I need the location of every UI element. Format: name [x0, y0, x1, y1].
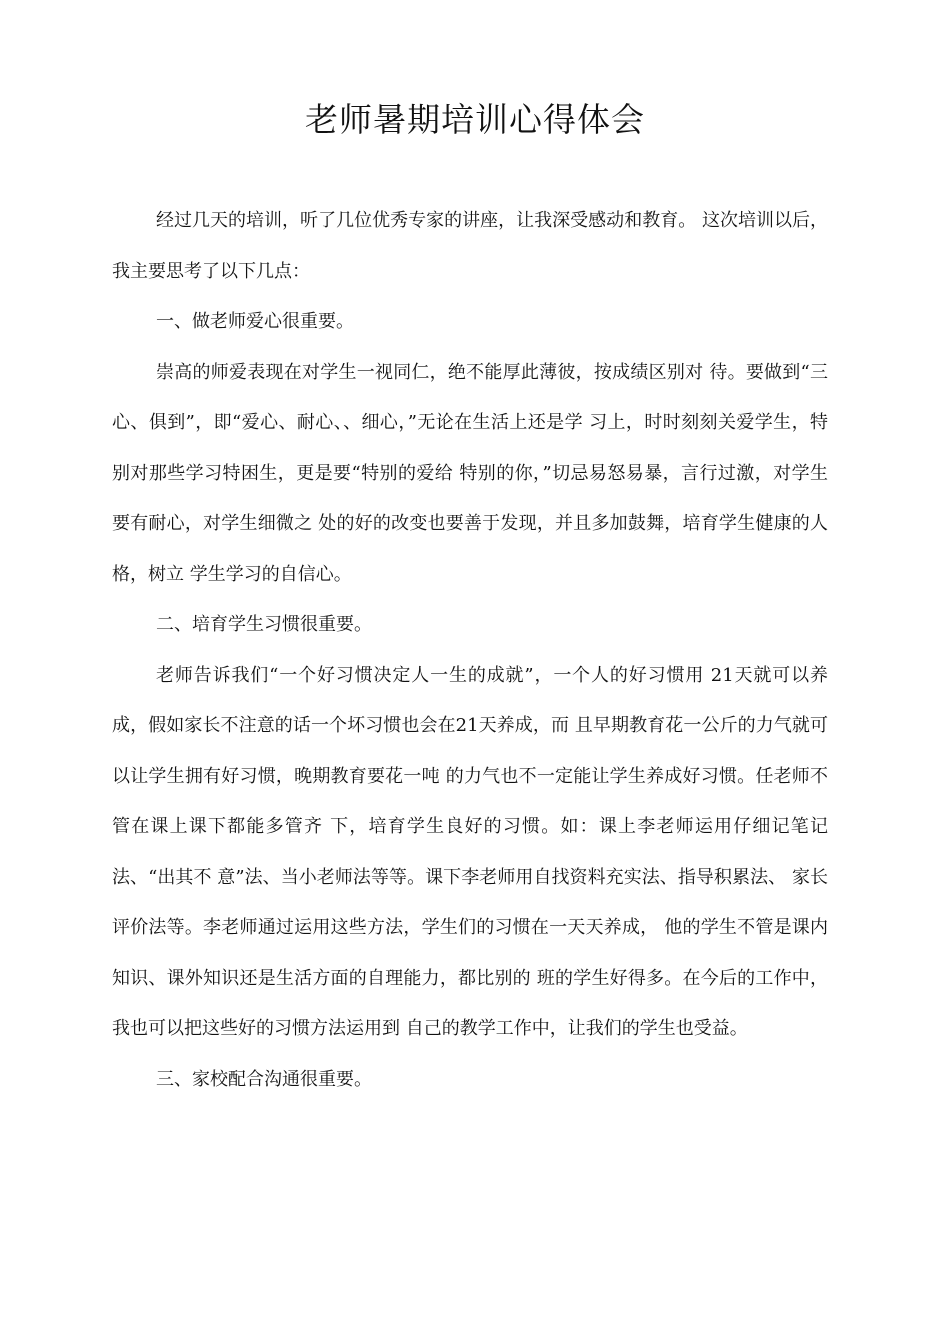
document-body: [112, 196, 828, 1105]
document-title: 老师暑期培训心得体会: [305, 100, 645, 139]
section-heading-1: 一、做老师爱心很重要。: [156, 311, 354, 332]
section-heading-3: 三、家校配合沟通很重要。: [156, 1068, 372, 1090]
paragraph-intro: 经过几天的培训，听了几位优秀专家的讲座，让我深受感动和教育。 这次培训以后，我主要思考了以下几点：: [112, 210, 828, 282]
paragraph-habits: 老师告诉我们“一个好习惯决定人一生的成就”，一个人的好习惯用 21天就可以养成，假如家长不注意的话一个坏习惯也会在21天养成，而 且早期教育花一公斤的力气就可以让学生拥有好习惯，晚期教育要花一吨 的力气也不一定能让学生养成好习惯。任老师不管在课上课下都能多管齐 下，培育学生良好的习惯。如：课上李老师运用仔细记笔记法、“出其不 意”法、当小老师法等等。课下李老师用自找资料充实法、指导积累法、 家长评价法等。李老师通过运用这些方法，学生们的习惯在一天天养成， 他的学生不管是课内知识、课外知识还是生活方面的自理能力，都比别的 班的学生好得多。在今后的工作中，我也可以把这些好的习惯方法运用到 自己的教学工作中，让我们的学生也受益。: [112, 664, 828, 1039]
paragraph-love: 崇高的师爱表现在对学生一视同仁，绝不能厚此薄彼，按成绩区别对 待。要做到“三心、俱到”，即“爱心、耐心、、细心，”无论在生活上还是学 习上，时时刻刻关爱学生，特别对那些学习特困生，更是要“特别的爱给 特别的你，”切忌易怒易暴，言行过激，对学生要有耐心，对学生细微之 处的好的改变也要善于发现，并且多加鼓舞，培育学生健康的人格，树立 学生学习的自信心。: [112, 361, 828, 585]
section-heading-2: 二、培育学生习惯很重要。: [156, 614, 372, 635]
